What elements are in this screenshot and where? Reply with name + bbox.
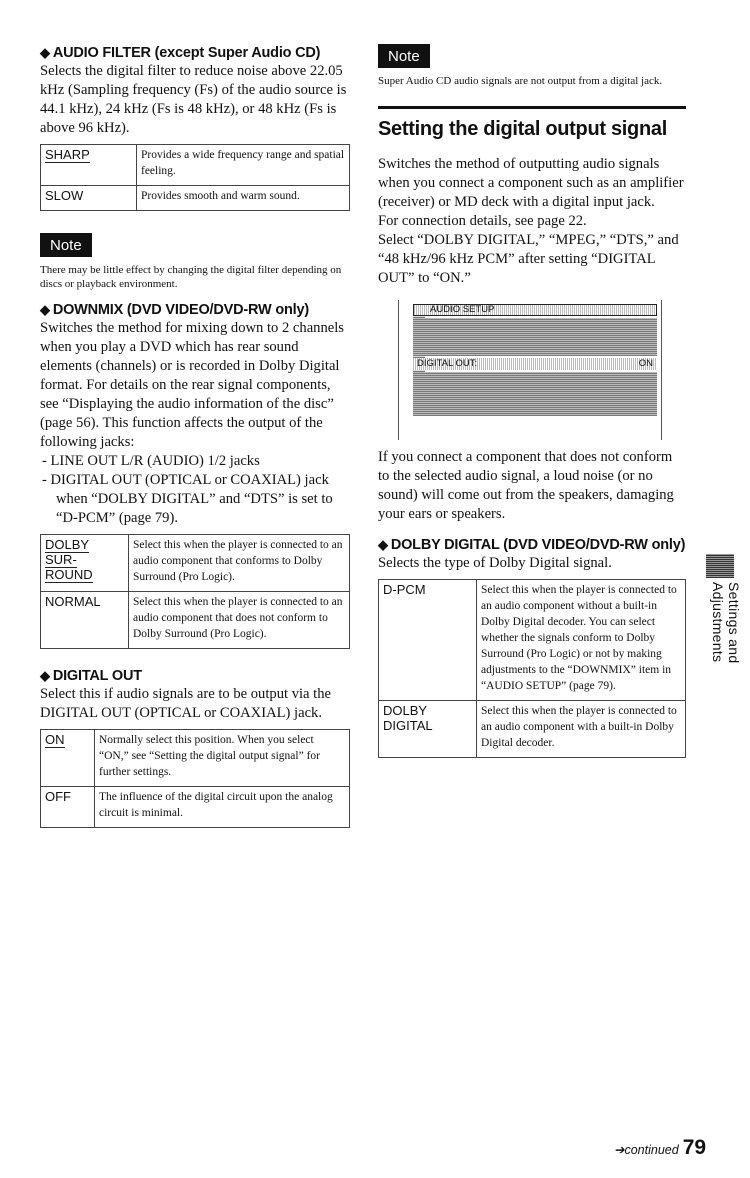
table-row [41, 186, 350, 211]
option-desc: Normally select this position. When you select “ON,” see “Setting the digital output signal” for further settings. [95, 730, 350, 787]
note-text: There may be little effect by changing the digital filter depending on discs or playback environment. [40, 264, 342, 290]
note-badge: Note [40, 233, 92, 257]
right-column [378, 44, 686, 758]
note-badge: Note [378, 44, 430, 68]
side-tab-label: Settings and Adjustments [710, 582, 742, 664]
paragraph: For connection details, see page 22. [378, 213, 587, 229]
note-text: Super Audio CD audio signals are not output from a digital jack. [378, 75, 663, 87]
dolby-digital-table [378, 579, 686, 758]
option-desc: Provides smooth and warm sound. [137, 186, 350, 211]
note-block [40, 233, 350, 291]
downmix-body: Switches the method for mixing down to 2 channels when you play a DVD which has rear sound elements (channels) or is recorded in Dolby Digital format. For details on the rear signal components, see “Displaying the audio information of the disc” (page 56). This function affects the output of the following jacks: [40, 320, 344, 450]
list-item: - DIGITAL OUT (OPTICAL or COAXIAL) jack when “DOLBY DIGITAL” and “DTS” is set to “D-PCM” (page 79). [42, 472, 333, 526]
audio-filter-heading: ◆ AUDIO FILTER (except Super Audio CD) [40, 45, 321, 61]
page-number: 79 [682, 1136, 707, 1159]
page-footer [614, 1136, 706, 1160]
table-row [41, 730, 350, 787]
option-key: SLOW [45, 188, 84, 203]
option-desc: Select this when the player is connected to an audio component without a built-in Dolby Digital decoder. You can select whether the signals conform to Dolby Surround (Pro Logic) or not by making adjustments to the “DOWNMIX” item in “AUDIO SETUP” (page 79). [477, 580, 686, 701]
side-tab-marker [706, 554, 734, 578]
screen-title: AUDIO SETUP [413, 304, 657, 316]
downmix-heading: ◆ DOWNMIX (DVD VIDEO/DVD-RW only) [40, 302, 309, 318]
warning-paragraph: If you connect a component that does not conform to the selected audio signal, a loud noise (or no sound) will come out from the speakers, damaging your ears or speakers. [378, 449, 674, 522]
table-row [41, 592, 350, 649]
table-row [41, 535, 350, 592]
row-label: DIGITAL OUT: [417, 358, 478, 369]
dolby-digital-heading: ◆ DOLBY DIGITAL (DVD VIDEO/DVD-RW only) [378, 537, 686, 553]
option-desc: Select this when the player is connected to an audio component that does not conform to Dolby Surround (Pro Logic). [129, 592, 350, 649]
option-desc: Select this when the player is connected to an audio component that conforms to Dolby Surround (Pro Logic). [129, 535, 350, 592]
continued-label: continued [624, 1143, 679, 1157]
dolby-digital-body: Selects the type of Dolby Digital signal. [378, 555, 612, 571]
option-desc: The influence of the digital circuit upon the analog circuit is minimal. [95, 787, 350, 828]
option-key: OFF [45, 789, 71, 804]
audio-filter-table [40, 144, 350, 211]
table-row [41, 787, 350, 828]
continued-arrow-icon: ➔ [614, 1143, 625, 1157]
option-key: SHARP [45, 147, 90, 162]
option-key: DOLBY SUR-ROUND [45, 537, 93, 582]
digital-out-heading: ◆ DIGITAL OUT [40, 668, 142, 684]
table-row [379, 580, 686, 701]
list-item: - LINE OUT L/R (AUDIO) 1/2 jacks [42, 453, 260, 469]
option-key: ON [45, 732, 65, 747]
digital-out-table [40, 729, 350, 828]
section-title: Setting the digital output signal [378, 106, 686, 141]
option-desc: Select this when the player is connected to an audio component with a built-in Dolby Digital decoder. [477, 701, 686, 758]
digital-out-row [413, 358, 657, 370]
table-row [41, 145, 350, 186]
audio-filter-body: Selects the digital filter to reduce noise above 22.05 kHz (Sampling frequency (Fs) of the audio source is 44.1 kHz), 24 kHz (Fs is 48 kHz), or 48 kHz (Fs is above 96 kHz). [40, 63, 347, 136]
paragraph: Select “DOLBY DIGITAL,” “MPEG,” “DTS,” and “48 kHz/96 kHz PCM” after setting “DIGITAL OUT” to “ON.” [378, 232, 679, 286]
downmix-table [40, 534, 350, 649]
digital-out-body: Select this if audio signals are to be output via the DIGITAL OUT (OPTICAL or COAXIAL) jack. [40, 686, 331, 721]
option-key: DOLBY DIGITAL [383, 703, 433, 733]
option-key: D-PCM [383, 582, 426, 597]
left-column [40, 44, 350, 828]
paragraph: Switches the method of outputting audio signals when you connect a component such as an amplifier (receiver) or MD deck with a digital input jack. [378, 156, 684, 210]
audio-setup-screen [398, 300, 662, 440]
row-value: ON [638, 358, 653, 369]
menu-items-block [413, 372, 657, 416]
option-desc: Provides a wide frequency range and spatial feeling. [137, 145, 350, 186]
option-key: NORMAL [45, 594, 101, 609]
menu-items-block [413, 318, 657, 356]
table-row [379, 701, 686, 758]
